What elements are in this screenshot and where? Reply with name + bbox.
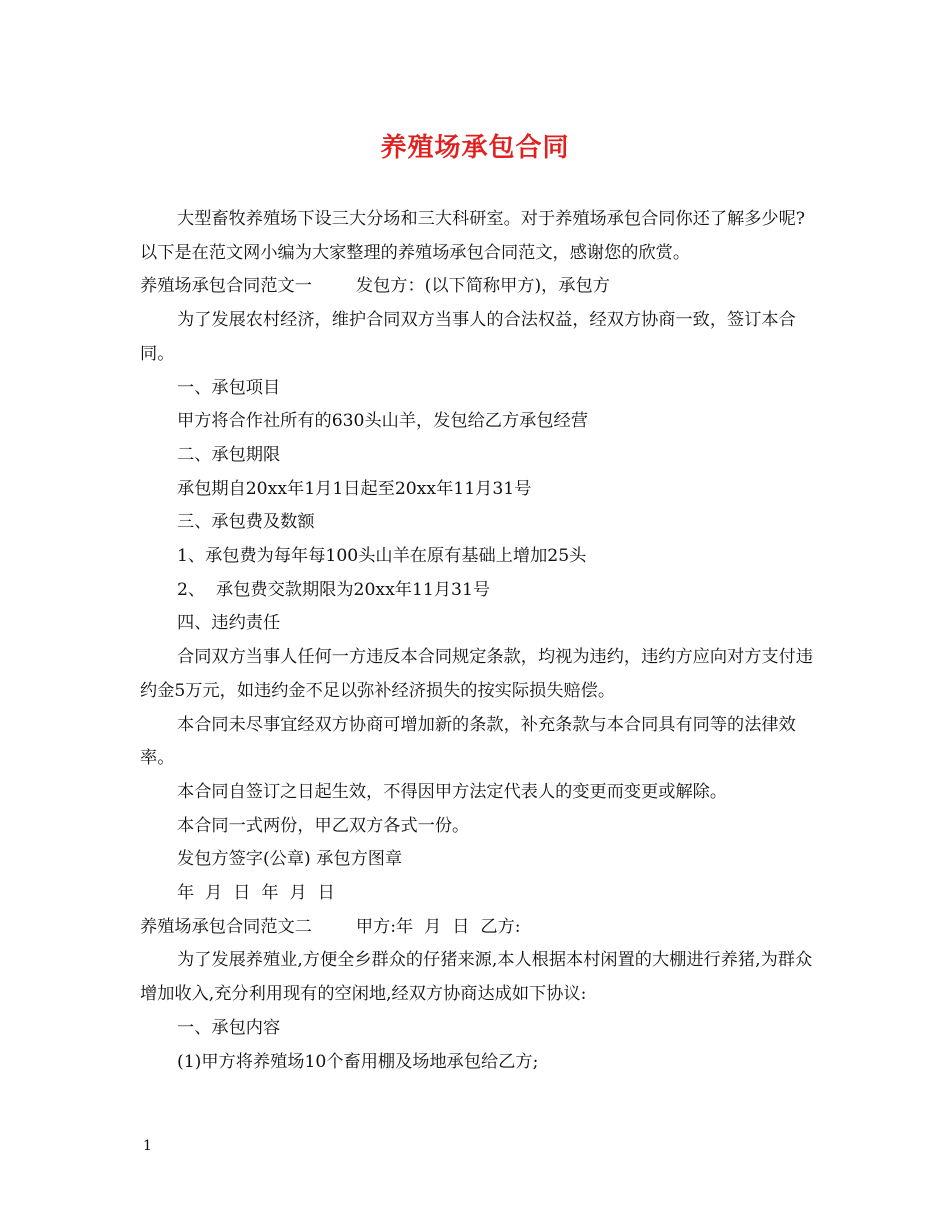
sample-two-parties: 甲方:年 月 日 乙方:	[355, 916, 521, 937]
paragraph-liability: 合同双方当事人任何一方违反本合同规定条款，均视为违约，违约方应向对方支付违约金5万元，如违约金不足以弥补经济损失的按实际损失赔偿。	[140, 647, 813, 701]
paragraph-sample-two-purpose: 为了发展养殖业,方便全乡群众的仔猪来源,本人根据本村闲置的大棚进行养猪,为群众增加收入,充分利用现有的空闲地,经双方协商达成如下协议:	[140, 950, 813, 1005]
sample-one-label: 养殖场承包合同范文一	[140, 276, 312, 297]
paragraph-supplement: 本合同未尽事宜经双方协商可增加新的条款，补充条款与本合同具有同等的法律效率。	[140, 714, 796, 769]
document-body	[140, 203, 820, 1079]
paragraph-purpose: 为了发展农村经济，维护合同双方当事人的合法权益，经双方协商一致，签订本合同。	[140, 310, 796, 364]
paragraph-content-1: (1)甲方将养殖场10个畜用棚及场地承包给乙方;	[177, 1051, 539, 1072]
sample-two-label: 养殖场承包合同范文二	[140, 916, 312, 937]
section-heading-liability: 四、违约责任	[177, 613, 281, 634]
section-heading-fee: 三、承包费及数额	[177, 512, 315, 533]
paragraph-intro: 大型畜牧养殖场下设三大分场和三大科研室。对于养殖场承包合同你还了解多少呢?以下是在范文网小编为大家整理的养殖场承包合同范文，感谢您的欣赏。	[140, 209, 805, 263]
paragraph-dates: 年 月 日 年 月 日	[177, 883, 335, 904]
paragraph-project: 甲方将合作社所有的630头山羊，发包给乙方承包经营	[177, 411, 588, 432]
page-number: 1	[143, 1138, 152, 1154]
paragraph-sample-one-header	[140, 270, 820, 304]
paragraph-fee-2: 2、 承包费交款期限为20xx年11月31号	[177, 579, 491, 600]
paragraph-effective: 本合同自签订之日起生效，不得因甲方法定代表人的变更而变更或解除。	[177, 781, 728, 802]
section-heading-project: 一、承包项目	[177, 377, 281, 398]
paragraph-fee-1: 1、承包费为每年每100头山羊在原有基础上增加25头	[177, 546, 587, 567]
sample-one-parties: 发包方：(以下简称甲方)，承包方	[355, 276, 610, 297]
paragraph-term: 承包期自20xx年1月1日起至20xx年11月31号	[177, 478, 532, 499]
paragraph-copies: 本合同一式两份，甲乙双方各式一份。	[177, 815, 470, 836]
paragraph-sample-two-header	[140, 911, 820, 945]
paragraph-signatures: 发包方签字(公章) 承包方图章	[177, 849, 403, 870]
section-heading-content: 一、承包内容	[177, 1017, 281, 1038]
section-heading-term: 二、承包期限	[177, 444, 281, 465]
document-title: 养殖场承包合同	[380, 133, 570, 163]
